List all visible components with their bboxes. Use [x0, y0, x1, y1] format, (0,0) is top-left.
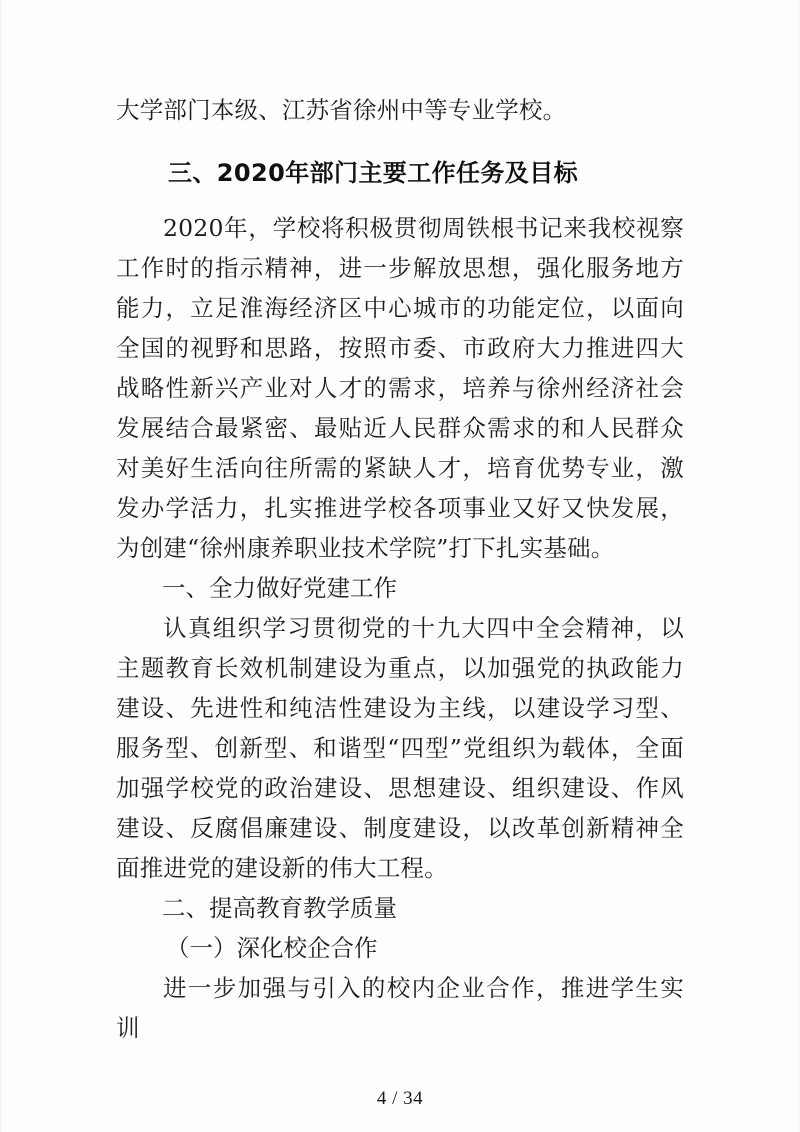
subheading-two: 二、提高教育教学质量 — [162, 894, 397, 922]
post-heading-spacer — [116, 190, 684, 208]
heading-spacer — [116, 130, 684, 156]
page-number: 4 / 34 — [376, 1088, 424, 1109]
subheading-two-one: （一）深化校企合作 — [166, 934, 378, 962]
continued-paragraph: 大学部门本级、江苏省徐州中等专业学校。 — [116, 96, 567, 124]
paragraph-one: 认真组织学习贯彻党的十九大四中全会精神，以主题教育长效机制建设为重点，以加强党的执政能力建设、先进性和纯洁性建设为主线，以建设学习型、服务型、创新型、和谐型“四型”党组织为载体，全面加强学校党的政治建设、思想建设、组织建设、作风建设、反腐倡廉建设、制度建设，以改革创新精神全面推进党的建设新的伟大工程。 — [116, 614, 684, 882]
intro-paragraph: 2020年，学校将积极贯彻周铁根书记来我校视察工作时的指示精神，进一步解放思想，强化服务地方能力，立足淮海经济区中心城市的功能定位，以面向全国的视野和思路，按照市委、市政府大力推进四大战略性新兴产业对人才的需求，培养与徐州经济社会发展结合最紧密、最贴近人民群众需求的和人民群众对美好生活向往所需的紧缺人才，培育优势专业，激发办学活力，扎实推进学校各项事业又好又快发展，为创建“徐州康养职业技术学院”打下扎实基础。 — [116, 214, 684, 562]
paragraph-two-one: 进一步加强与引入的校内企业合作，推进学生实训 — [116, 974, 684, 1042]
subheading-one: 一、全力做好党建工作 — [162, 574, 397, 602]
page-body — [116, 90, 684, 1048]
section-heading: 三、2020年部门主要工作任务及目标 — [168, 159, 578, 187]
